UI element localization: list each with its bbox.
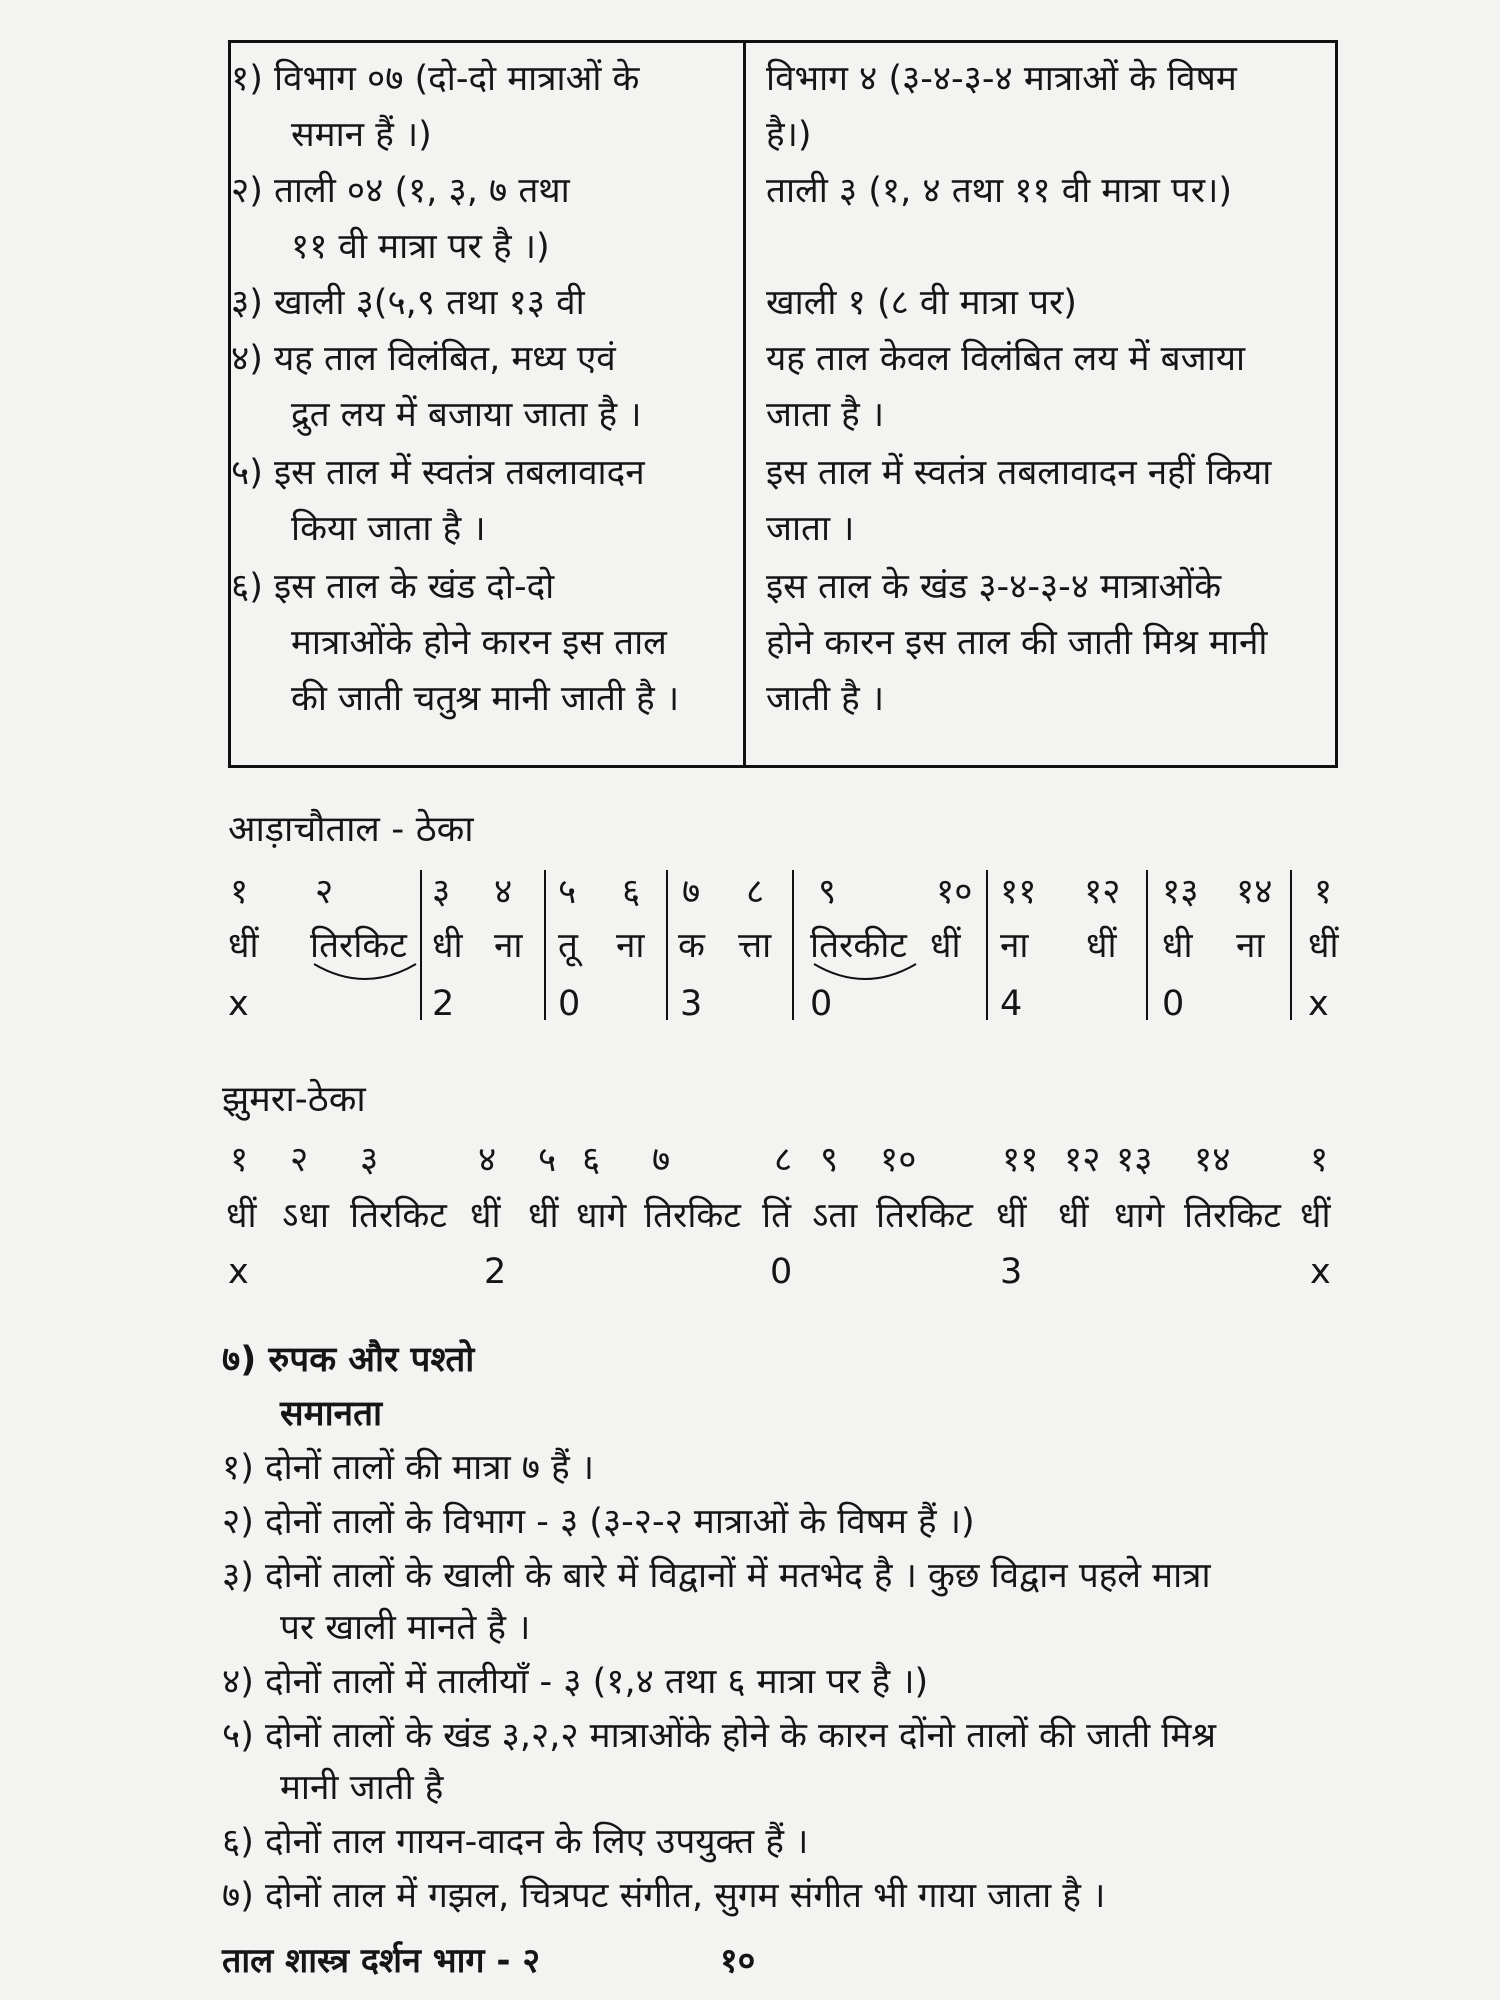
bol: ना: [1236, 926, 1265, 966]
sam-mark: x: [1308, 984, 1329, 1024]
matra-number: १४: [1194, 1140, 1231, 1180]
list-item: पर खाली मानते है ।: [280, 1608, 531, 1648]
matra-number: ७: [652, 1140, 671, 1180]
bol: धीं: [528, 1196, 559, 1236]
bol: तिरकीट: [810, 926, 907, 966]
jhumra-title: झुमरा-ठेका: [222, 1079, 366, 1120]
left-cell-line: २) ताली ०४ (१, ३, ७ तथा: [231, 171, 570, 211]
right-cell-line: यह ताल केवल विलंबित लय में बजाया: [766, 339, 1246, 379]
bol: धीं: [930, 926, 961, 966]
left-cell-line: मात्राओंके होने कारन इस ताल: [291, 623, 667, 663]
table-column-divider: [743, 43, 746, 765]
matra-number: ३: [432, 872, 451, 912]
matra-number: ९: [818, 872, 837, 912]
matra-number: ४: [494, 872, 513, 912]
bol: तिरकिट: [350, 1196, 447, 1236]
matra-number: १: [230, 872, 249, 912]
matra-number: ३: [360, 1140, 379, 1180]
matra-number: ५: [558, 872, 577, 912]
tali-mark: 3: [1000, 1252, 1023, 1292]
list-item: ३) दोनों तालों के खाली के बारे में विद्वानों में मतभेद है । कुछ विद्वान पहले मात्रा: [222, 1556, 1211, 1596]
matra-number: १: [230, 1140, 249, 1180]
left-cell-line: ११ वी मात्रा पर है ।): [291, 227, 550, 267]
bol: धागे: [1114, 1196, 1165, 1236]
section-heading: ७) रुपक और पश्तो: [222, 1340, 475, 1380]
bol: धीं: [1086, 926, 1117, 966]
matra-number: ८: [774, 1140, 793, 1180]
bol: तिरकिट: [876, 1196, 973, 1236]
bol: धीं: [1308, 926, 1339, 966]
left-cell-line: समान हैं ।): [291, 115, 432, 155]
left-cell-line: की जाती चतुश्र मानी जाती है ।: [291, 679, 680, 719]
matra-number: १: [1310, 1140, 1329, 1180]
list-item: ४) दोनों तालों में तालीयाँ - ३ (१,४ तथा ६ मात्रा पर है ।): [222, 1662, 929, 1702]
bol: ऽधा: [282, 1196, 329, 1236]
tali-mark: 2: [484, 1252, 507, 1292]
khali-mark: 0: [1162, 984, 1185, 1024]
matra-number: ९: [820, 1140, 839, 1180]
right-cell-line: होने कारन इस ताल की जाती मिश्र मानी: [766, 623, 1268, 663]
matra-number: ११: [1000, 872, 1037, 912]
page-number: १०: [720, 1941, 756, 1981]
right-cell-line: ताली ३ (१, ४ तथा ११ वी मात्रा पर।): [766, 171, 1232, 211]
comparison-table: [228, 40, 1338, 768]
matra-number: ४: [478, 1140, 497, 1180]
bol: धीं: [1058, 1196, 1089, 1236]
bol: ना: [616, 926, 645, 966]
tali-mark: 2: [432, 984, 455, 1024]
matra-number: ११: [1002, 1140, 1039, 1180]
left-cell-line: ४) यह ताल विलंबित, मध्य एवं: [231, 339, 616, 379]
bol: धीं: [996, 1196, 1027, 1236]
bol: क: [678, 926, 705, 966]
list-item: मानी जाती है: [280, 1768, 444, 1808]
right-cell-line: इस ताल में स्वतंत्र तबलावादन नहीं किया: [766, 453, 1272, 493]
bol: धीं: [1300, 1196, 1331, 1236]
right-cell-line: जाता है ।: [766, 395, 885, 435]
bol: धीं: [470, 1196, 501, 1236]
bol: ना: [494, 926, 523, 966]
bol: धीं: [226, 1196, 257, 1236]
right-cell-line: है।): [766, 115, 812, 155]
bol: धी: [1162, 926, 1193, 966]
matra-number: ६: [582, 1140, 601, 1180]
bol: धीं: [228, 926, 259, 966]
vibhag-bar: [666, 870, 668, 1020]
adachautal-title: आड़ाचौताल - ठेका: [228, 809, 474, 850]
vibhag-bar: [1290, 870, 1292, 1020]
list-item: २) दोनों तालों के विभाग - ३ (३-२-२ मात्राओं के विषम हैं ।): [222, 1502, 975, 1542]
bol: तिरकिट: [644, 1196, 741, 1236]
vibhag-bar: [792, 870, 794, 1020]
bol: धी: [432, 926, 463, 966]
left-cell-line: ५) इस ताल में स्वतंत्र तबलावादन: [231, 453, 645, 493]
list-item: ५) दोनों तालों के खंड ३,२,२ मात्राओंके होने के कारन दोंनो तालों की जाती मिश्र: [222, 1716, 1217, 1756]
matra-number: ७: [682, 872, 701, 912]
vibhag-bar: [986, 870, 988, 1020]
list-item: ६) दोनों ताल गायन-वादन के लिए उपयुक्त हैं ।: [222, 1822, 809, 1862]
bol: धागे: [576, 1196, 627, 1236]
book-title-footer: ताल शास्त्र दर्शन भाग - २: [222, 1941, 541, 1981]
right-cell-line: खाली १ (८ वी मात्रा पर): [766, 283, 1077, 323]
bol: तू: [558, 926, 578, 966]
left-cell-line: ३) खाली ३(५,९ तथा १३ वी: [231, 283, 585, 323]
bol: त्ता: [738, 926, 772, 966]
bol: तिं: [762, 1196, 792, 1236]
vibhag-bar: [544, 870, 546, 1020]
right-cell-line: विभाग ४ (३-४-३-४ मात्राओं के विषम: [766, 59, 1237, 99]
left-cell-line: ६) इस ताल के खंड दो-दो: [231, 567, 555, 607]
right-cell-line: इस ताल के खंड ३-४-३-४ मात्राओंके: [766, 567, 1222, 607]
khali-mark: 0: [770, 1252, 793, 1292]
bol: ऽता: [812, 1196, 858, 1236]
left-cell-line: किया जाता है ।: [291, 509, 486, 549]
matra-number: ५: [538, 1140, 557, 1180]
bol: तिरकिट: [310, 926, 407, 966]
left-cell-line: द्रुत लय में बजाया जाता है ।: [291, 395, 642, 435]
matra-number: २: [290, 1140, 309, 1180]
tali-mark: 3: [680, 984, 703, 1024]
vibhag-bar: [420, 870, 422, 1020]
matra-number: १३: [1162, 872, 1199, 912]
section-subheading: समानता: [280, 1394, 383, 1434]
sam-mark: x: [228, 984, 249, 1024]
khali-mark: 0: [810, 984, 833, 1024]
matra-number: १४: [1236, 872, 1273, 912]
sam-mark: x: [228, 1252, 249, 1292]
tali-mark: 4: [1000, 984, 1023, 1024]
bol: ना: [1000, 926, 1029, 966]
sam-mark: x: [1310, 1252, 1331, 1292]
vibhag-bar: [1146, 870, 1148, 1020]
right-cell-line: जाती है ।: [766, 679, 885, 719]
left-cell-line: १) विभाग ०७ (दो-दो मात्राओं के: [231, 59, 640, 99]
matra-number: १२: [1084, 872, 1121, 912]
matra-number: ६: [622, 872, 641, 912]
bol-group-arc: [310, 960, 420, 990]
right-cell-line: जाता ।: [766, 509, 855, 549]
matra-number: १०: [936, 872, 973, 912]
bol: तिरकिट: [1184, 1196, 1281, 1236]
bol-group-arc: [810, 960, 920, 990]
matra-number: १: [1314, 872, 1333, 912]
matra-number: १२: [1064, 1140, 1101, 1180]
khali-mark: 0: [558, 984, 581, 1024]
matra-number: १०: [880, 1140, 917, 1180]
list-item: ७) दोनों ताल में गझल, चित्रपट संगीत, सुगम संगीत भी गाया जाता है ।: [222, 1876, 1106, 1916]
matra-number: ८: [746, 872, 765, 912]
matra-number: १३: [1116, 1140, 1153, 1180]
matra-number: २: [315, 872, 334, 912]
list-item: १) दोनों तालों की मात्रा ७ हैं ।: [222, 1448, 595, 1488]
